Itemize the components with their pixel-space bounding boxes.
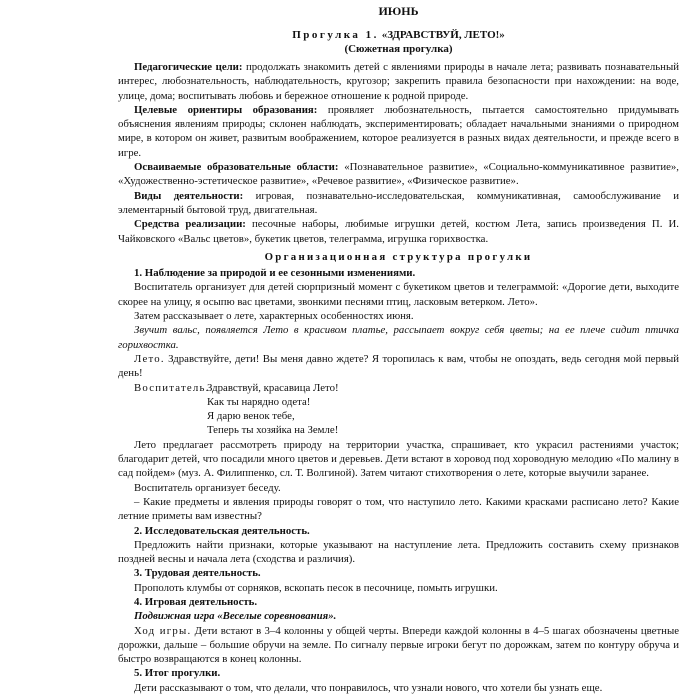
activity-types-label: Виды деятельности: xyxy=(134,189,244,202)
leto-speaker: Лето. xyxy=(134,352,165,365)
educational-areas xyxy=(118,160,679,189)
educational-areas-text: «Познавательное развитие», «Социально-коммуникативное развитие», «Художественно-эстетическое развитие», «Речевое развитие», «Физическое развитие». xyxy=(118,161,679,188)
implementation-means-text: песочные наборы, любимые игрушки детей, костюм Лета, запись произведения П. И. Чайковского «Вальс цветов», букетик цветов, телеграмма, игрушка горихвостка. xyxy=(118,218,679,245)
section-1-questions: – Какие предметы и явления природы говорят о том, что наступило лето. Какими красками расписано лето? Какие летние приметы вам известны? xyxy=(118,495,679,523)
target-guidelines xyxy=(118,103,679,160)
section-5-heading: 5. Итог прогулки. xyxy=(134,667,221,680)
section-3-text: Прополоть клумбы от сорняков, вскопать песок в песочнице, помыть игрушки. xyxy=(134,581,498,594)
educational-areas-label: Осваиваемые образовательные области: xyxy=(134,161,339,174)
poem-line: Теперь ты хозяйка на Земле! xyxy=(207,424,339,437)
teacher-speaker: Воспитатель. xyxy=(134,381,210,394)
poem-line: Здравствуй, красавица Лето! xyxy=(207,381,339,394)
target-guidelines-label: Целевые ориентиры образования: xyxy=(134,103,318,116)
leto-line xyxy=(118,352,679,381)
stage-direction: Звучит вальс, появляется Лето в красивом платье, рассыпает вокруг себя цветы; на ее плече сидит птичка горихвостка. xyxy=(118,324,679,351)
section-1-paragraph: Воспитатель организует для детей сюрпризный момент с букетиком цветов и телеграммой: «Дорогие дети, выходите скорее на улицу, я осыпю вас цветами, звонкими песнями птиц, ласковым ветерком. Лето». xyxy=(118,281,679,308)
teacher-poem xyxy=(118,381,679,395)
poem-line: Как ты нарядно одета! xyxy=(207,395,311,408)
game-title: Подвижная игра «Веселые соревнования». xyxy=(134,610,337,623)
target-guidelines-text: проявляет любознательность, пытается самостоятельно придумывать объяснения явлениям природы; склонен наблюдать, экспериментировать; обладает начальными знаниями о природном мире, в котором он живет, развитым воображением, которое реализуется в разных видах деятельности, и прежде всего в игре. xyxy=(118,103,679,159)
game-course-text: Дети встают в 3–4 колонны у общей черты. Впереди каждой колонны в 4–5 шагах обозначены цветные дорожки, дальше – большие обручи на земле. По сигналу первые игроки бегут по дорожкам, затем по контуру обруча и быстро возвращаются в конец колонны. xyxy=(118,624,679,666)
section-3-heading: 3. Трудовая деятельность. xyxy=(134,567,261,580)
walk-number: Прогулка 1. xyxy=(292,29,379,41)
section-1-paragraph: Лето предлагает рассмотреть природу на территории участка, спрашивает, кто украсил растениями участок; благодарит детей, что посадили много цветов и деревьев. Дети встают в хоровод под хороводную мелодию «По малину в сад пойдем» (муз. А. Филиппенко, сл. Т. Волгиной). Затем читают стихотворения о лете, которые выучили заранее. xyxy=(118,438,679,480)
game-course-label: Ход игры. xyxy=(134,624,192,637)
implementation-means-label: Средства реализации: xyxy=(134,218,246,231)
leto-speech: Здравствуйте, дети! Вы меня давно ждете? Я торопилась к вам, чтобы не опоздать, ведь сегодня мой первый день! xyxy=(118,352,679,380)
structure-title: Организационная структура прогулки xyxy=(264,250,533,263)
game-course xyxy=(118,624,679,667)
section-2-text: Предложить найти признаки, которые указывают на наступление лета. Предложить составить схему признаков поздней весны и начала лета (сходства и различия). xyxy=(118,538,679,566)
section-1-paragraph: Затем рассказывает о лете, характерных особенностях июня. xyxy=(134,310,414,323)
section-2-heading: 2. Исследовательская деятельность. xyxy=(134,524,310,537)
poem-line: Я дарю венок тебе, xyxy=(207,410,295,423)
pedagogical-goals-text: продолжать знакомить детей с явлениями природы в начале лета; развивать познавательный интерес, любознательность, наблюдательность, кругозор; закрепить правила безопасности при нахождении: на воде, улице, дома; воспитывать любовь и бережное отношение к родной природе. xyxy=(118,61,679,102)
walk-title xyxy=(118,28,679,42)
pedagogical-goals-label: Педагогические цели: xyxy=(134,61,243,73)
section-1-heading: 1. Наблюдение за природой и ее сезонными изменениями. xyxy=(134,267,416,280)
activity-types-text: игровая, познавательно-исследовательская, коммуникативная, самообслуживание и элементарный бытовой труд, двигательная. xyxy=(118,189,679,216)
walk-type: (Сюжетная прогулка) xyxy=(344,43,453,55)
activity-types xyxy=(118,189,679,218)
pedagogical-goals xyxy=(118,60,679,103)
section-4-heading: 4. Игровая деятельность. xyxy=(134,595,258,608)
section-5-text: Дети рассказывают о том, что делали, что понравилось, что узнали нового, что хотели бы узнать еще. xyxy=(134,681,603,694)
implementation-means xyxy=(118,217,679,246)
poem-lines xyxy=(207,381,679,395)
section-1-paragraph: Воспитатель организует беседу. xyxy=(134,481,281,494)
month-heading: ИЮНЬ xyxy=(378,4,419,18)
walk-name: «ЗДРАВСТВУЙ, ЛЕТО!» xyxy=(381,29,505,41)
